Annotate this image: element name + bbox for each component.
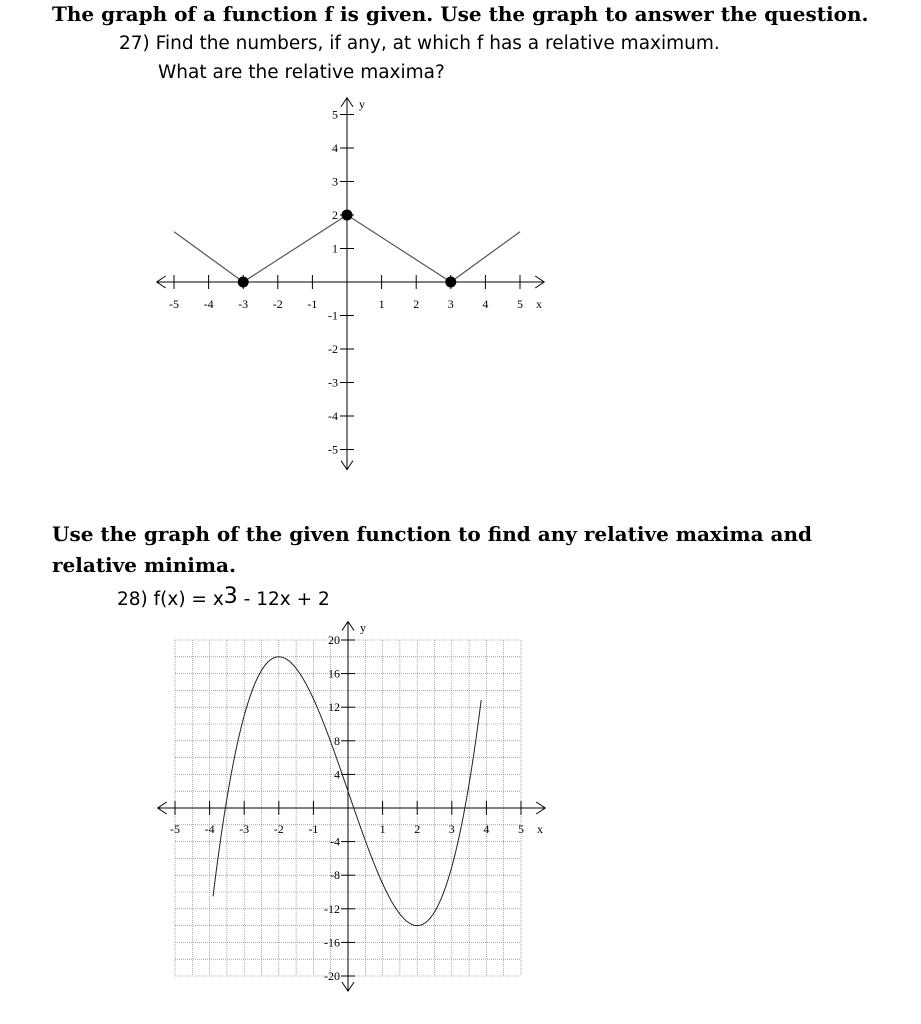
x-tick-label: 1 <box>379 822 386 836</box>
y-tick-label: 4 <box>332 141 338 155</box>
question-28-number: 28) <box>117 589 148 610</box>
x-tick-label: -4 <box>203 297 214 311</box>
question-27-number: 27) <box>119 33 150 54</box>
x-axis-label: x <box>536 297 543 311</box>
x-tick-label: -1 <box>307 297 318 311</box>
x-tick-label: -3 <box>238 297 249 311</box>
function-suffix: - 12x + 2 <box>237 589 330 610</box>
y-tick-label: 5 <box>332 107 338 122</box>
y-tick-label: -2 <box>328 342 338 356</box>
x-tick-label: 4 <box>482 297 489 311</box>
y-tick-label: 12 <box>328 700 340 715</box>
x-tick-label: 2 <box>413 297 420 311</box>
y-tick-label: -16 <box>324 935 340 950</box>
x-tick-label: -5 <box>169 297 179 311</box>
y-axis-label: y <box>360 620 366 635</box>
marked-point <box>445 277 456 288</box>
y-tick-label: -3 <box>328 375 338 390</box>
x-tick-label: -2 <box>273 822 284 836</box>
section-header-relative-extrema-line-2: relative minima. <box>52 553 236 577</box>
y-tick-label: -4 <box>328 409 338 423</box>
graph-27 <box>157 97 545 470</box>
graph-28 <box>158 621 546 992</box>
x-tick-label: 4 <box>483 822 490 836</box>
x-axis-label: x <box>537 822 544 836</box>
y-tick-label: 8 <box>334 733 340 748</box>
x-tick-label: 5 <box>518 822 524 836</box>
x-tick-label: -1 <box>308 822 319 836</box>
y-axis-label: y <box>359 96 365 111</box>
function-prefix: f(x) = x <box>153 589 224 610</box>
y-tick-label: -1 <box>328 308 338 323</box>
x-tick-label: 3 <box>447 297 454 311</box>
y-tick-label: -8 <box>330 868 340 883</box>
section-header-graph-question: The graph of a function f is given. Use the graph to answer the question. <box>52 2 869 26</box>
x-tick-label: -5 <box>170 822 180 836</box>
y-tick-label: 1 <box>332 241 338 256</box>
x-tick-label: 3 <box>448 822 455 836</box>
question-27-line-2: What are the relative maxima? <box>158 62 445 83</box>
x-tick-label: -3 <box>239 822 250 836</box>
x-tick-label: 1 <box>378 297 385 311</box>
function-exponent: 3 <box>223 584 238 609</box>
x-tick-label: -4 <box>204 822 215 836</box>
y-tick-label: 20 <box>328 633 340 647</box>
y-tick-label: -12 <box>324 901 340 916</box>
y-tick-label: -20 <box>324 969 340 983</box>
y-tick-label: 3 <box>332 174 338 189</box>
y-tick-label: -5 <box>328 442 338 457</box>
section-header-relative-extrema-line-1: Use the graph of the given function to find any relative maxima and <box>52 522 812 546</box>
x-tick-label: -2 <box>272 297 283 311</box>
marked-point <box>342 210 353 221</box>
x-tick-label: 5 <box>517 297 523 311</box>
y-tick-label: 2 <box>332 208 338 222</box>
y-tick-label: 16 <box>328 666 340 681</box>
x-tick-label: 2 <box>414 822 421 836</box>
y-tick-label: 4 <box>334 767 340 782</box>
y-tick-label: -4 <box>330 834 340 849</box>
marked-point <box>238 277 249 288</box>
question-27-line-1: Find the numbers, if any, at which f has a relative maximum. <box>155 33 720 54</box>
